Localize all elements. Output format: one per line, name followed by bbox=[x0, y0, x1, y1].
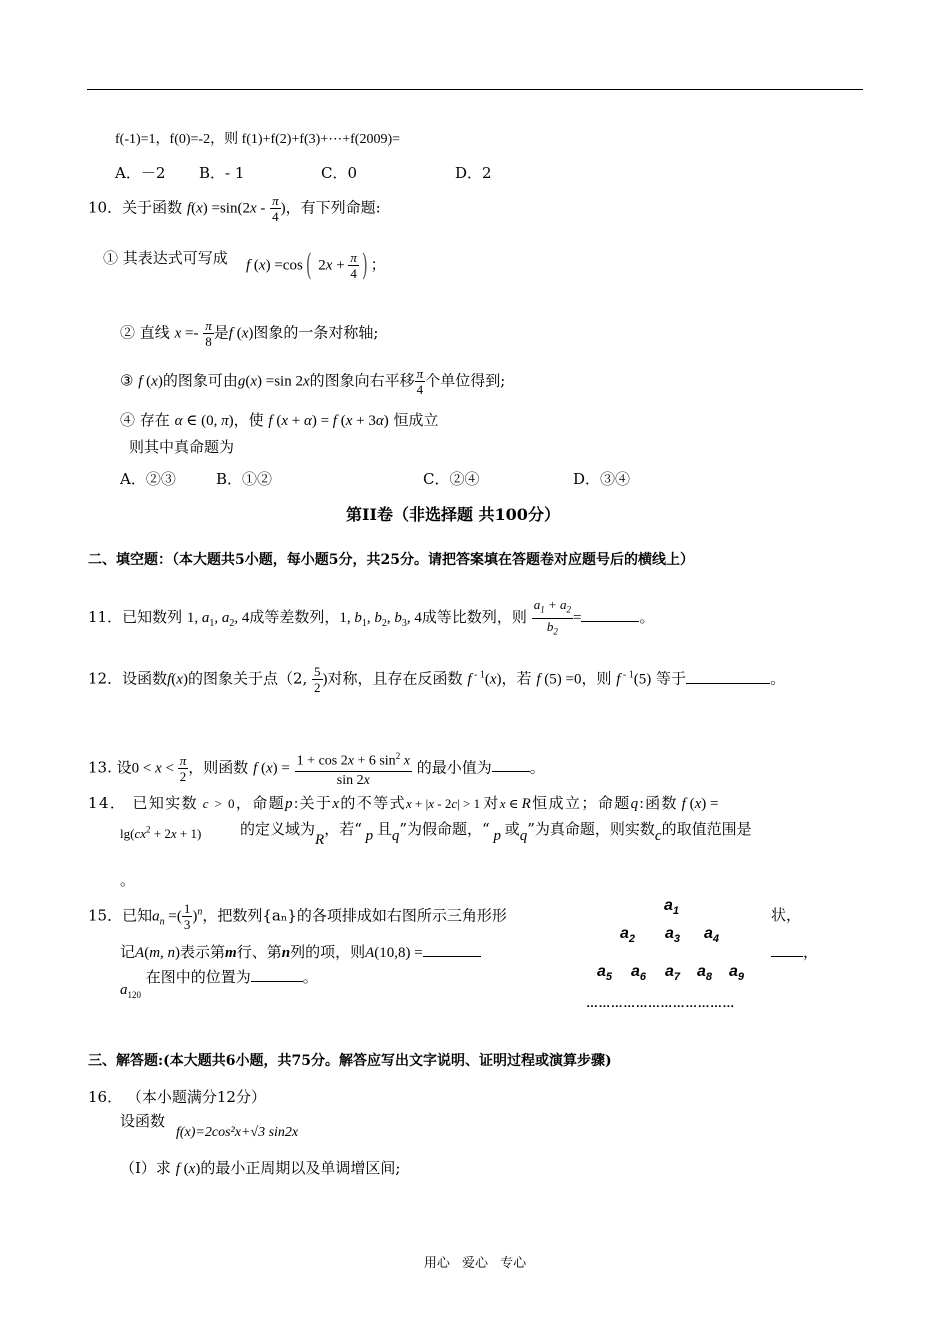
q14-line2-text: 的定义域为R，若“ p 且q”为假命题，“ p 或q”为真命题，则实数c的取值范围是 bbox=[240, 820, 752, 848]
q15-line3: $a_{120}$ 在图中的位置为 。 bbox=[120, 968, 318, 1000]
q16-sub1: （I）求 f (x)的最小正周期以及单调增区间; bbox=[120, 1159, 401, 1177]
triangle-term: $a_7$ bbox=[665, 963, 681, 984]
q10-item-1-formula: f (x) =cos( 2x + $\frac{\pi}{4}$ ) ； bbox=[246, 248, 386, 283]
q13: 13. 设0 < x < $\frac{\pi}{2}$ ，则函数 f (x) = $\frac{1 + \cos 2x + 6 \sin^2 x}{\sin 2x}$ 的最小值为 。 bbox=[88, 747, 545, 790]
page-footer: 用心 爱心 专心 bbox=[423, 1256, 527, 1271]
q10-option-d: D．③④ bbox=[573, 470, 631, 488]
q9-option-d: D．2 bbox=[455, 164, 492, 182]
q10-item-4: ④ 存在 α ∈ (0, π)，使 f (x + α) = f (x + 3α) 恒成立 bbox=[120, 411, 439, 429]
q16-formula-text: f(x)=2cos²x+√3 sin2x bbox=[176, 1125, 299, 1140]
q9-option-a: A．－2 bbox=[115, 164, 166, 182]
q10-option-a: A．②③ bbox=[120, 470, 176, 488]
q10-item-3: ③ f (x)的图象可由g(x) =sin 2x的图象向右平移 $\frac{\pi}{4}$ 个单位得到; bbox=[120, 366, 506, 397]
q15-answer-blank-2[interactable] bbox=[251, 968, 303, 982]
q9-condition-text: f(-1)=1，f(0)=-2，则 f(1)+f(2)+f(3)+⋯+f(2009)= bbox=[115, 132, 401, 147]
q15-line2: 记A(m, n)表示第m行、第n列的项，则A(10,8) = bbox=[120, 941, 481, 962]
q10-number: 10． bbox=[88, 198, 123, 217]
q9-option-b: B．- 1 bbox=[199, 164, 245, 182]
part2-section-title: 二、填空题：（本大题共5小题，每小题5分，共25分。请把答案填在答题卷对应题号后的横线上） bbox=[88, 552, 694, 568]
q15-line1-end: 状， bbox=[771, 906, 802, 924]
q16-formula bbox=[176, 1124, 298, 1141]
q14-line1: 14． 已知实数 c > 0，命题p:关于x的不等式x + |x - 2c| > 1 对x ∈ R恒成立；命题q:函数 f (x) = bbox=[88, 794, 719, 812]
q12: 12．设函数f(x)的图象关于点（2, $\frac{5}{2}$ )对称，且存在反函数 f $^{- 1}$(x)，若 f (5) =0，则 f $^{- 1}$(5) 等于 。 bbox=[88, 664, 786, 695]
q16-stem: 设函数 bbox=[120, 1112, 166, 1130]
q9-option-c: C．0 bbox=[321, 164, 358, 182]
q15-answer-blank-1[interactable] bbox=[423, 943, 481, 957]
triangle-term: $a_8$ bbox=[697, 963, 713, 984]
triangle-term: $a_4$ bbox=[704, 925, 720, 946]
q10-option-b: B．①② bbox=[216, 470, 273, 488]
q15-line2-end: ， bbox=[771, 941, 818, 962]
q10-stem: 10．关于函数 f(x) =sin(2x - $\frac{\pi}{4}$ )，有下列命题: bbox=[88, 193, 381, 224]
triangle-term: $a_2$ bbox=[620, 925, 636, 946]
q11: 11．已知数列 1, $a_1$, $a_2$, 4成等差数列，1, $b_1$, $b_2$, $b_3$, 4成等比数列，则 $\frac{a_1 + a_2}{b_2}$ = 。 bbox=[88, 597, 655, 637]
part2-heading: 第II卷（非选择题 共100分） bbox=[346, 505, 560, 524]
q13-answer-blank[interactable] bbox=[492, 758, 530, 772]
q10-stem-post: ，有下列命题: bbox=[285, 198, 381, 217]
q15-line1: 15．已知$a_n$ =( $\frac{1}{3}$ )$^n$，把数列{aₙ}的各项排成如右图所示三角形形 bbox=[88, 901, 507, 932]
q10-conclusion: 则其中真命题为 bbox=[129, 438, 235, 456]
q10-stem-pre: 关于函数 bbox=[122, 198, 183, 217]
triangle-term: $a_9$ bbox=[729, 963, 745, 984]
q14-line3: 。 bbox=[120, 871, 136, 889]
q11-answer-blank[interactable] bbox=[581, 608, 639, 622]
q10-item-1: ① 其表达式可写成 bbox=[103, 249, 228, 267]
triangle-term: $a_3$ bbox=[665, 925, 681, 946]
q12-answer-blank[interactable] bbox=[686, 670, 770, 684]
q9-condition bbox=[115, 128, 400, 148]
q14-line2: $\lg(cx^2 + 2x + 1)$ bbox=[120, 824, 202, 841]
triangle-dots: ……………………………… bbox=[586, 996, 735, 1010]
triangle-term: $a_5$ bbox=[597, 963, 613, 984]
q16-header: 16． （本小题满分12分） bbox=[88, 1088, 266, 1106]
triangle-term: $a_1$ bbox=[664, 897, 680, 918]
part3-section-title: 三、解答题:(本大题共6小题，共75分。解答应写出文字说明、证明过程或演算步骤) bbox=[88, 1053, 612, 1069]
q10-option-c: C．②④ bbox=[423, 470, 480, 488]
q10-item-2: ② 直线 x =- $\frac{\pi}{8}$ 是f (x)图象的一条对称轴; bbox=[120, 318, 379, 349]
triangle-term: $a_6$ bbox=[631, 963, 647, 984]
header-rule bbox=[87, 89, 863, 90]
